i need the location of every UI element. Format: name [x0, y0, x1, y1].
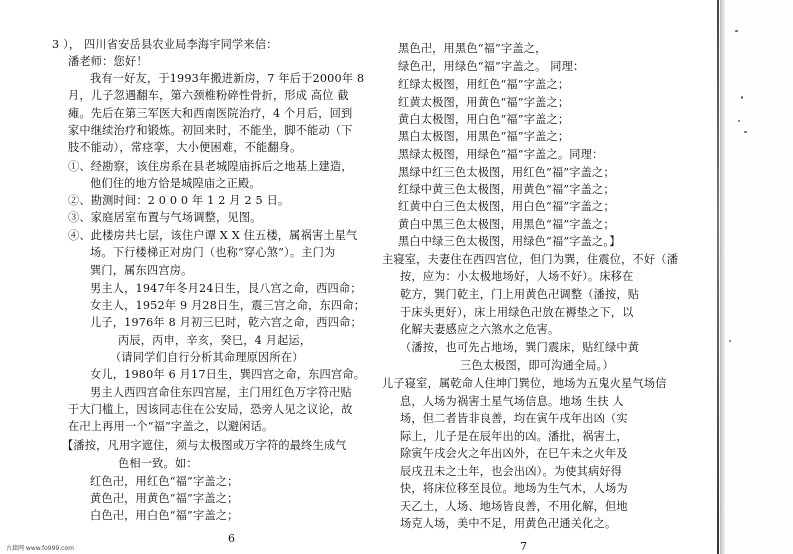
text-line: 红黄太极图，用黄色“福”字盖之； — [398, 96, 570, 109]
text-line: 红绿中黄三色太极图，用黄色“福”字盖之； — [398, 183, 615, 196]
text-line: ②、勘测时间：2 0 0 0 年 1 2 月 2 5 日。 — [68, 194, 290, 207]
text-line: 【潘按，凡用字遮住，须与太极图或万字符的最终生成气 — [62, 439, 347, 452]
text-line: 色相一致。如： — [118, 457, 198, 470]
text-line: 黑白太极图，用黑色“福”字盖之； — [398, 130, 570, 143]
text-line: 男主人西四宫命住东四宫屋，主门用红色万字符卍贴 — [90, 386, 352, 399]
text-line: 家中继续治疗和锻炼。初回来时，不能坐，脚不能动（下 — [68, 124, 353, 137]
text-line: 巽门，属东四宫房。 — [90, 264, 193, 277]
text-line: 化解夫妻感应之六煞水之危害。 — [400, 323, 560, 336]
text-line: 黑绿中红三色太极图，用红色“福”字盖之； — [398, 166, 615, 179]
scan-speck — [729, 340, 731, 342]
text-line: 男主人，1947年冬月24日生，艮八宫之命，西四命； — [90, 282, 362, 295]
text-line: 红黄中白三色太极图，用白色“福”字盖之； — [398, 200, 615, 213]
text-line: 儿子寝室，属乾命人住坤门巽位，地场为五鬼火星气场信 — [382, 377, 667, 390]
page-number: 6 — [228, 532, 235, 545]
text-line: 快，将床位移至艮位。地场为生气木，人场为 — [400, 482, 628, 495]
text-line: 丙辰，丙申，辛亥，癸巳，4 月起运， — [118, 334, 312, 347]
text-line: 白色卍，用白色“福”字盖之； — [90, 509, 239, 522]
text-line: 肢不能动），常痉挛，大小便困难，不能翻身。 — [68, 141, 302, 154]
text-line: 黄白太极图，用白色“福”字盖之； — [398, 113, 570, 126]
text-line: 儿子，1976年 8 月初三巳时，乾六宫之命，西四命； — [90, 316, 362, 329]
text-line: ③、家庭居室布置与气场调整，见图。 — [68, 211, 262, 224]
text-line: （请同学们自行分析其命理原因所在） — [110, 351, 304, 364]
text-line: 主寝室，夫妻住在西四宫位，但门为巽，住震位，不好（潘 — [382, 253, 679, 266]
text-line: 月，儿子忽遇翻车，第六颈椎粉碎性骨折，形成 高位 截 — [68, 89, 349, 102]
text-line: 红色卍，用红色“福”字盖之； — [90, 475, 239, 488]
text-line: 于床头更好），床上用绿色卍放在褥垫之下，以 — [400, 306, 634, 319]
text-line: 息，人场为祸害土星气场信息。地场 生扶 人 — [400, 395, 624, 408]
text-line: 乾方，巽门乾主，门上用黄色卍调整（潘按，贴 — [400, 288, 640, 301]
scan-speck — [738, 120, 740, 122]
text-line: 女主人，1952年 9 月28日生，震三宫之命，东四命； — [90, 299, 366, 312]
page-number: 7 — [520, 540, 527, 553]
text-line: 红绿太极图，用红色“福”字盖之； — [398, 78, 570, 91]
text-line: （潘按，也可先占地场，巽门震床，贴红绿中黄 — [400, 341, 640, 354]
text-line: ④、此楼房共七层，该住户谭 X X 住五楼，属祸害土星气 — [68, 229, 358, 242]
text-line: 按，应为：小太极地场好，人场不好）。床移在 — [400, 270, 634, 283]
text-line: 场克人场，美中不足，用黄色卍通关化之。 — [400, 517, 617, 530]
text-line: 瘫。先后在第三军医大和西南医院治疗，4 个月后，回到 — [68, 107, 353, 120]
text-line: 黑绿太极图，用绿色“福”字盖之。同理： — [398, 148, 604, 161]
salutation-line: 潘老师：您好！ — [68, 55, 148, 68]
text-line: 际上，儿子是在辰年出的凶。潘批，祸害土， — [400, 430, 628, 443]
text-line: 女儿，1980年 6 月17日生，巽四宫之命，东四宫命。 — [90, 368, 366, 381]
item-heading-line: 3 ）， 四川省安岳县农业局李海宇同学来信： — [52, 38, 278, 51]
scan-speck — [744, 131, 747, 133]
text-line: 黄白中黑三色太极图，用黑色“福”字盖之； — [398, 218, 615, 231]
text-line: 黑白中绿三色太极图，用绿色“福”字盖之。】 — [398, 235, 621, 248]
text-line: 除寅午戌会火之年出凶外，在巳午未之火年及 — [400, 447, 628, 460]
text-line: 我有一好友，于1993年搬进新房，7 年后于2000年 8 — [90, 72, 365, 85]
text-line: ①、经勘察，该住房系在县老城隍庙拆后之地基上建造， — [68, 160, 353, 173]
text-line: 场。下行楼梯正对房门（也称“穿心煞”）。主门为 — [90, 246, 336, 259]
text-line: 三色太极图，即可沟通全局。） — [460, 359, 614, 372]
scan-speck — [741, 96, 743, 99]
text-line: 绿色卍，用绿色“福”字盖之。 同理： — [398, 60, 585, 73]
left-page — [0, 0, 380, 554]
text-line: 他们住的地方恰是城隍庙之正殿。 — [90, 177, 261, 190]
binding-line — [717, 0, 719, 554]
text-line: 场，但二者皆非良善，均在寅午戌年出凶（实 — [400, 412, 628, 425]
text-line: 黑色卍，用黑色“福”字盖之， — [398, 42, 547, 55]
binding-shadow — [720, 0, 726, 554]
text-line: 在卍上再用一个“福”字盖之，以避闲话。 — [68, 420, 274, 433]
right-page — [380, 0, 710, 554]
footer-watermark: 古籍网 www.fo999.com — [6, 545, 74, 552]
text-line: 于大门槛上，因该同志住在公安局，恐旁人见之议论，故 — [68, 403, 353, 416]
text-line: 黄色卍，用黄色“福”字盖之； — [90, 492, 239, 505]
text-line: 天乙土，人场、地场皆良善，不用化解，但地 — [400, 500, 628, 513]
text-line: 辰戌丑未之土年，也会出凶）。为使其病好得 — [400, 465, 623, 478]
scan-speck — [735, 30, 738, 32]
